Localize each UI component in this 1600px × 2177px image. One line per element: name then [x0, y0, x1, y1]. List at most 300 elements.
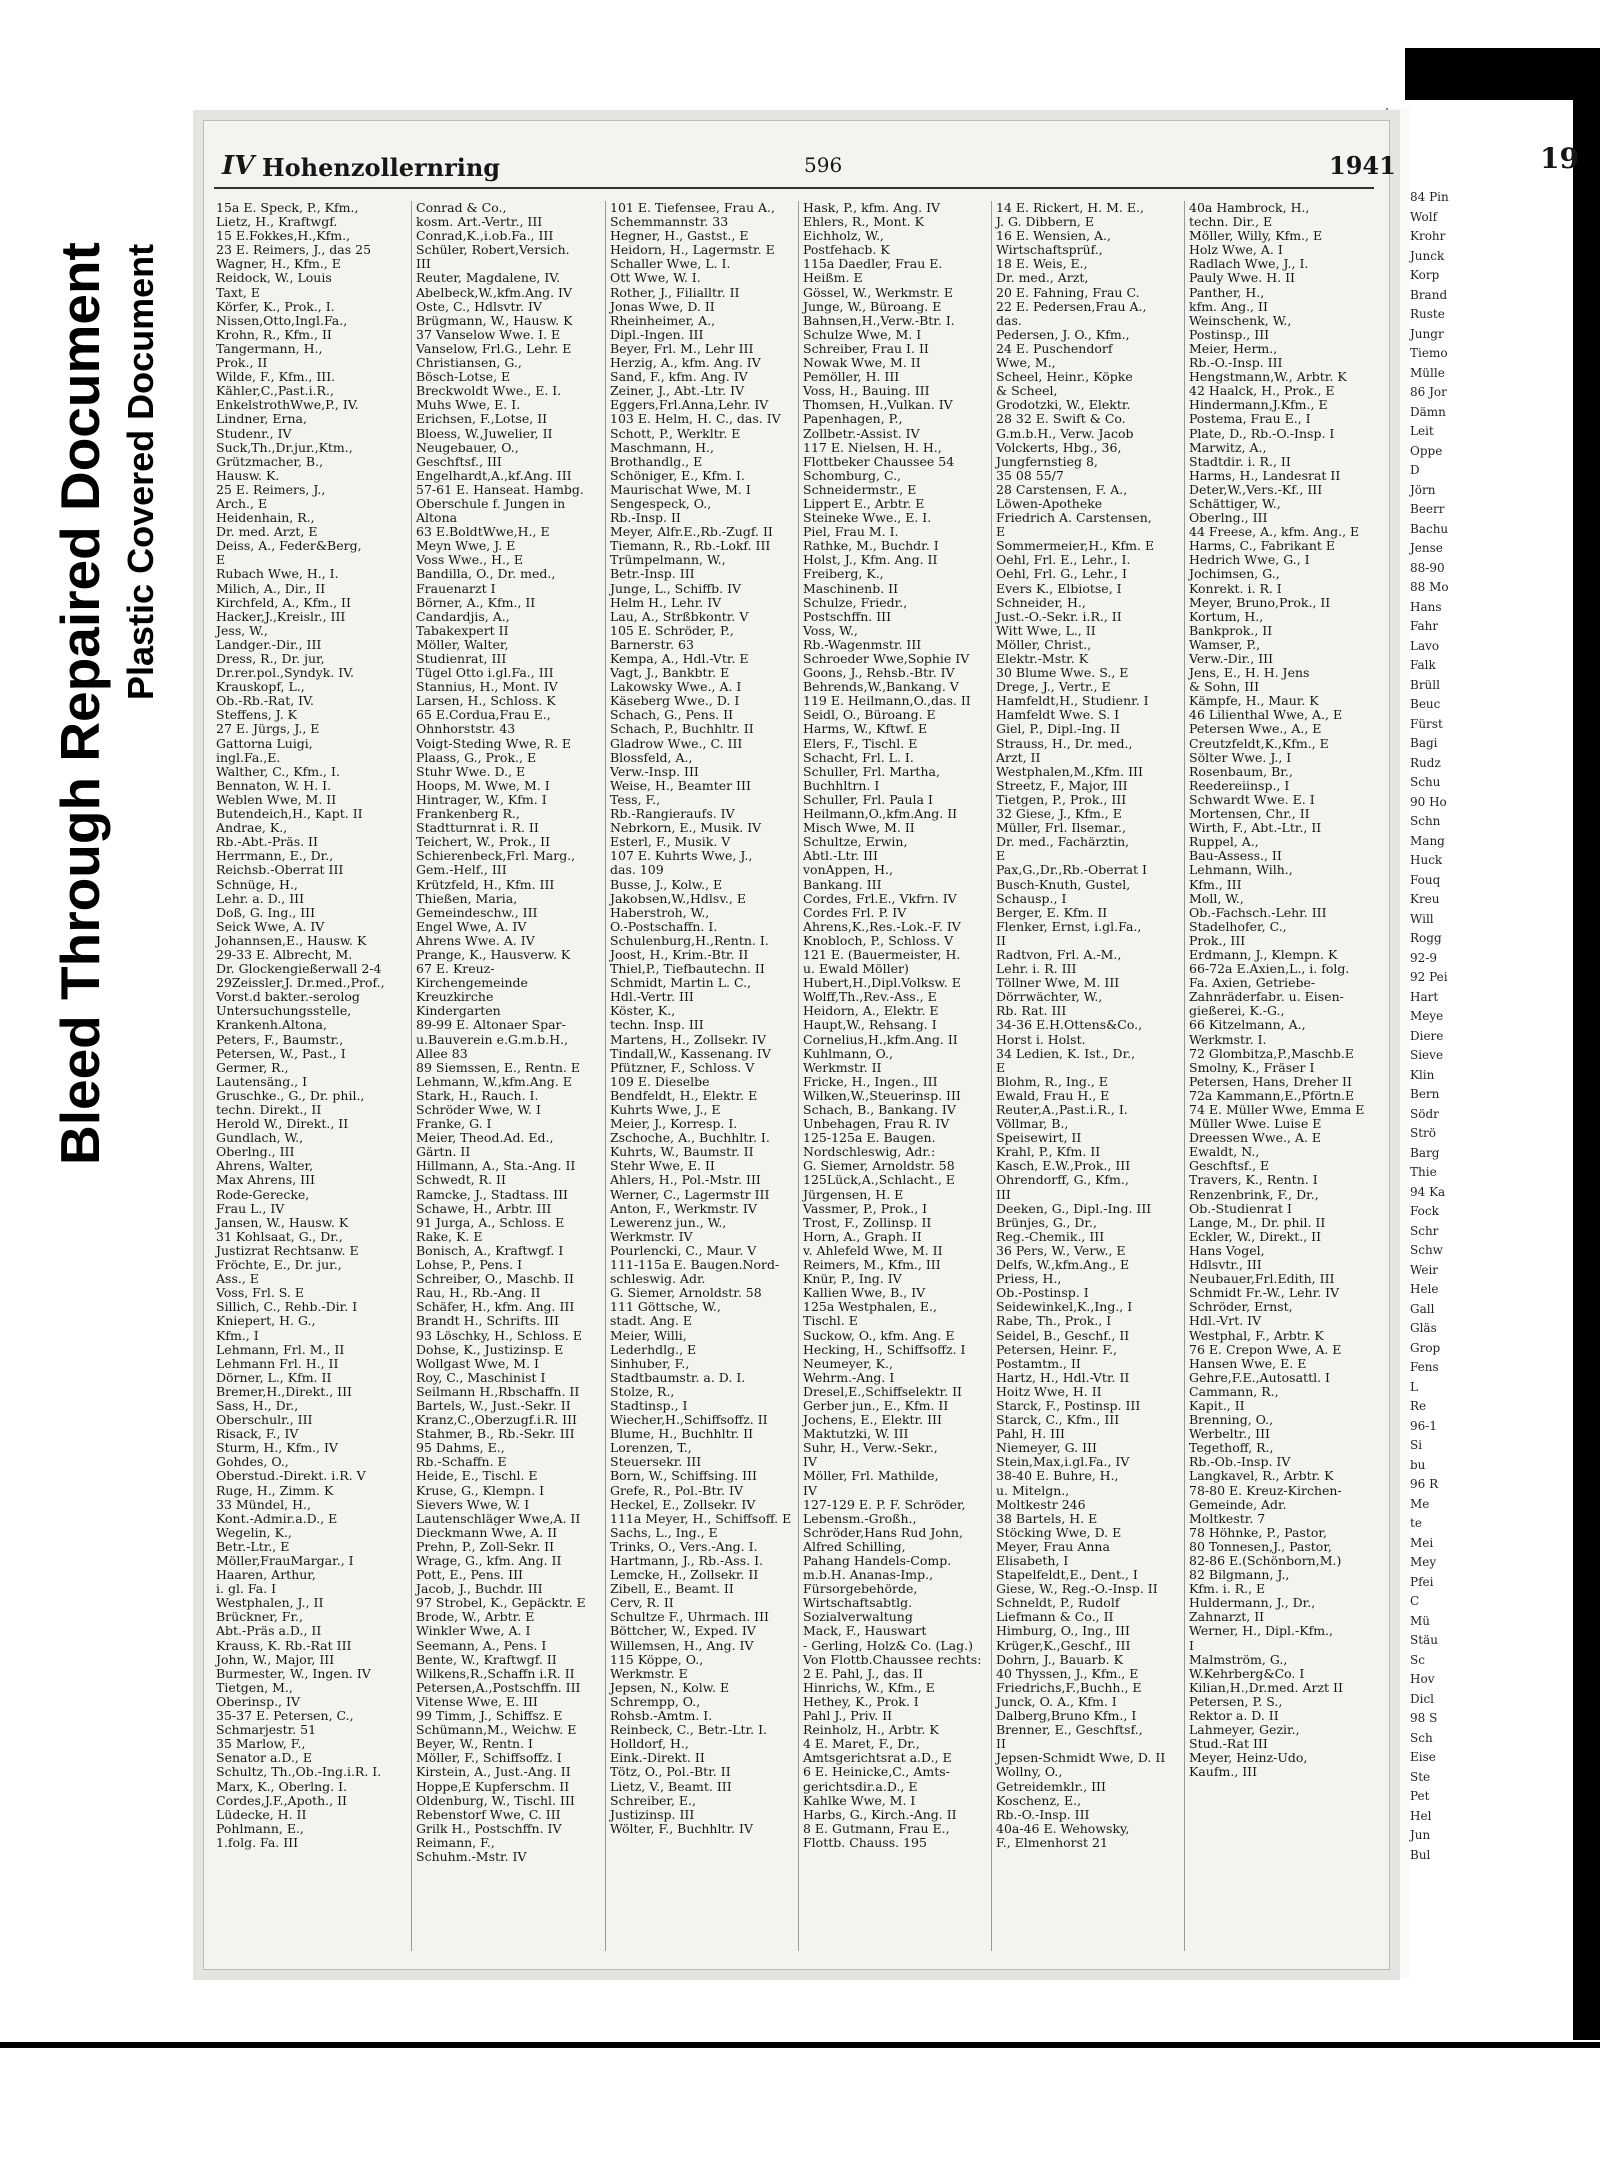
- directory-entry: Bendfeldt, H., Elektr. E: [610, 1087, 758, 1103]
- adjacent-page-line: 90 Ho: [1410, 794, 1447, 809]
- directory-entry: Sievers Wwe, W. I: [416, 1496, 530, 1512]
- adjacent-page-line: Re: [1410, 1399, 1427, 1413]
- directory-entry: Dipl.-Ingen. III: [610, 326, 704, 342]
- directory-entry: Jungfernstieg 8,: [996, 453, 1098, 469]
- directory-entry: Pauly Wwe. H. II: [1189, 270, 1295, 286]
- directory-entry: Jürgensen, H. E: [803, 1186, 904, 1202]
- directory-entry: Abtl.-Ltr. III: [803, 848, 878, 864]
- directory-entry: 35 08 55/7: [996, 467, 1064, 483]
- directory-entry: Justizinsp. III: [610, 1806, 695, 1822]
- directory-entry: Hubert,H.,Dipl.Volksw. E: [803, 975, 961, 991]
- directory-entry: Lange, M., Dr. phil. II: [1189, 1214, 1326, 1230]
- directory-entry: 117 E. Nielsen, H. H.,: [803, 439, 942, 455]
- directory-entry: Buchhltrn. I: [803, 777, 880, 793]
- directory-entry: Pohlmann, E.,: [216, 1820, 304, 1836]
- directory-entry: Peters, F., Baumstr.,: [216, 1031, 344, 1047]
- directory-entry: 119 E. Heilmann,O.,das. II: [803, 693, 971, 709]
- directory-entry: 38 Bartels, H. E: [996, 1510, 1098, 1526]
- directory-entry: Huldermann, J., Dr.,: [1189, 1595, 1316, 1611]
- directory-entry: Lau, A., Strßbkontr. V: [610, 608, 749, 624]
- directory-entry: Stark, H., Rauch. I.: [416, 1087, 539, 1103]
- adjacent-page-line: Lavo: [1410, 638, 1440, 653]
- directory-entry: Hecking, H., Schiffsoffz. I: [803, 1341, 966, 1357]
- directory-entry: Busch-Knuth, Gustel,: [996, 876, 1131, 892]
- directory-entry: Müller Wwe. Luise E: [1189, 1116, 1322, 1132]
- directory-entry: Ass., E: [216, 1271, 259, 1287]
- directory-entry: 44 Freese, A., kfm. Ang., E: [1189, 524, 1360, 540]
- directory-entry: Stahmer, B., Rb.-Sekr. III: [416, 1426, 575, 1442]
- directory-entry: Meyer, Frau Anna: [996, 1538, 1110, 1554]
- directory-entry: Kallien Wwe, B., IV: [803, 1285, 926, 1301]
- directory-entry: Muhs Wwe, E. I.: [416, 397, 521, 413]
- directory-entry: techn. Dir., E: [1189, 214, 1273, 230]
- directory-entry: Dalberg,Bruno Kfm., I: [996, 1708, 1137, 1724]
- directory-entry: 63 E.BoldtWwe,H., E: [416, 524, 550, 540]
- directory-entry: Geschftsf., III: [416, 453, 502, 469]
- adjacent-page-line: Leit: [1410, 424, 1434, 438]
- adjacent-page-line: Meye: [1410, 1009, 1444, 1023]
- directory-entry: Möller, Walter,: [416, 636, 509, 652]
- adjacent-page-line: Will: [1410, 911, 1434, 926]
- directory-entry: Weise, H., Beamter III: [610, 777, 751, 793]
- directory-entry: Dreessen Wwe., A. E: [1189, 1130, 1322, 1146]
- directory-entry: 74 E. Müller Wwe, Emma E: [1189, 1102, 1365, 1117]
- adjacent-page-line: Rogg: [1410, 931, 1442, 945]
- directory-entry: Giese, W., Reg.-O.-Insp. II: [996, 1581, 1158, 1597]
- directory-entry: Tietgen, P., Prok., III: [996, 791, 1127, 807]
- directory-entry: 78 Höhnke, P., Pastor,: [1189, 1524, 1327, 1540]
- directory-entry: Scheel, Heinr., Köpke: [996, 369, 1133, 385]
- directory-entry: Pedersen, J. O., Kfm.,: [996, 326, 1130, 342]
- directory-entry: Rb.-Schaffn. E: [416, 1454, 507, 1470]
- directory-entry: 72 Glombitza,P.,Maschb.E: [1189, 1045, 1354, 1061]
- directory-entry: Harms, C., Fabrikant E: [1189, 538, 1336, 554]
- directory-entry: Werkmstr. I.: [1189, 1031, 1267, 1047]
- directory-entry: Holldorf, H.,: [610, 1736, 689, 1752]
- directory-entry: II: [996, 1736, 1006, 1752]
- directory-entry: Giel, P., Dipl.-Ing. II: [996, 721, 1121, 737]
- directory-entry: Evers K., Elbiotse, I: [996, 580, 1122, 596]
- directory-entry: Ramcke, J., Stadtass. III: [416, 1186, 568, 1202]
- directory-entry: 1.folg. Fa. III: [216, 1834, 299, 1850]
- directory-entry: Wölter, F., Buchhltr. IV: [610, 1820, 754, 1836]
- adjacent-page-line: Klin: [1410, 1067, 1435, 1082]
- directory-entry: Johannsen,E., Hausw. K: [216, 932, 367, 948]
- directory-entry: Breckwoldt Wwe., E. I.: [416, 383, 562, 399]
- directory-entry: Herzig, A., kfm. Ang. IV: [610, 355, 761, 371]
- directory-entry: 121 E. (Bauermeister, H.: [803, 946, 961, 962]
- directory-entry: 14 E. Rickert, H. M. E.,: [996, 200, 1144, 215]
- directory-entry: 35 Marlow, F.,: [216, 1736, 306, 1752]
- directory-entry: Bösch-Lotse, E: [416, 369, 511, 385]
- directory-entry: Ob.-Fachsch.-Lehr. III: [1189, 904, 1327, 920]
- directory-entry: Heckel, E., Zollsekr. IV: [610, 1496, 756, 1512]
- directory-entry: Wrage, G., kfm. Ang. II: [416, 1553, 562, 1568]
- directory-entry: Deter,W.,Vers.-Kf., III: [1189, 481, 1323, 497]
- directory-entry: Oberlng., III: [1189, 510, 1268, 526]
- adjacent-page-line: Sch: [1410, 1730, 1433, 1745]
- directory-entry: Voss, W.,: [803, 622, 858, 638]
- directory-entry: Starck, F., Postinsp. III: [996, 1397, 1141, 1413]
- directory-entry: Petersen,A.,Postschffn. III: [416, 1679, 581, 1695]
- directory-entry: 66-72a E.Axien,L., i. folg.: [1189, 961, 1350, 977]
- directory-entry: Schuller, Frl. Martha,: [803, 763, 940, 779]
- directory-entry: 25 E. Reimers, J.,: [216, 481, 326, 497]
- directory-entry: Pahang Handels-Comp.: [803, 1553, 952, 1568]
- directory-entry: 15a E. Speck, P., Kfm.,: [216, 200, 359, 215]
- directory-entry: E: [996, 524, 1006, 540]
- adjacent-page-line: 98 S: [1410, 1711, 1438, 1725]
- directory-entry: Kortum, H.,: [1189, 608, 1264, 624]
- directory-entry: Müller, Frl. Ilsemar.,: [996, 820, 1126, 836]
- directory-entry: Haberstroh, W.,: [610, 904, 710, 920]
- directory-entry: Lohse, P., Pens. I: [416, 1257, 523, 1273]
- directory-entry: Nordschleswig, Adr.:: [803, 1144, 936, 1160]
- directory-entry: Betr.-Insp. III: [610, 566, 695, 582]
- directory-entry: Larsen, H., Schloss. K: [416, 693, 556, 709]
- directory-entry: Seick Wwe, A. IV: [216, 918, 325, 934]
- directory-entry: Moltkestr 246: [996, 1496, 1086, 1512]
- directory-entry: 82-86 E.(Schönborn,M.): [1189, 1553, 1342, 1568]
- directory-entry: Stolze, R.,: [610, 1383, 675, 1399]
- adjacent-page-line: Weir: [1410, 1262, 1439, 1277]
- directory-entry: Rosenbaum, Br.,: [1189, 763, 1293, 779]
- directory-entry: 23 E. Reimers, J., das 25: [216, 242, 372, 258]
- directory-entry: Amtsgerichtsrat a.D., E: [803, 1750, 952, 1766]
- directory-entry: Vassmer, P., Prok., I: [803, 1200, 928, 1216]
- directory-entry: Untersuchungsstelle,: [216, 1003, 352, 1019]
- directory-entry: 115 Köppe, O.,: [610, 1651, 704, 1667]
- directory-entry: Kahlke Wwe, M. I: [803, 1792, 916, 1808]
- directory-entry: Schmarjestr. 51: [216, 1722, 317, 1738]
- directory-entry: Stadtturnrat i. R. II: [416, 820, 539, 836]
- directory-entry: Börner, A., Kfm., II: [416, 594, 536, 610]
- directory-entry: Lehr. i. R. III: [996, 961, 1077, 977]
- directory-entry: Maschmann, H.,: [610, 439, 714, 455]
- directory-entry: Schierenbeck,Frl. Marg.,: [416, 848, 576, 864]
- directory-entry: Hacker,J.,Kreislr., III: [216, 608, 346, 624]
- adjacent-page-line: Ste: [1410, 1769, 1431, 1784]
- directory-entry: 34 Ledien, K. Ist., Dr.,: [996, 1045, 1136, 1061]
- adjacent-page-line: Krohr: [1410, 229, 1446, 243]
- directory-entry: Mortensen, Chr., II: [1189, 806, 1310, 822]
- directory-entry: Liefmann & Co., II: [996, 1609, 1114, 1625]
- directory-entry: Mack, F., Hauswart: [803, 1623, 927, 1639]
- directory-entry: Getreidemklr., III: [996, 1778, 1106, 1794]
- directory-entry: Langkavel, R., Arbtr. K: [1189, 1468, 1334, 1484]
- adjacent-page-line: Korp: [1410, 268, 1440, 282]
- directory-entry: Sengespeck, O.,: [610, 495, 712, 511]
- directory-entry: Holz Wwe, A. I: [1189, 242, 1283, 258]
- directory-entry: Geschftsf., E: [1189, 1158, 1270, 1174]
- directory-entry: E: [216, 552, 226, 568]
- adjacent-page-line: Rudz: [1410, 755, 1441, 770]
- directory-entry: Bandilla, O., Dr. med.,: [416, 566, 556, 582]
- directory-entry: 78-80 E. Kreuz-Kirchen-: [1189, 1482, 1342, 1498]
- directory-entry: Löwen-Apotheke: [996, 495, 1103, 511]
- directory-entry: Brenner, E., Geschftsf.,: [996, 1722, 1143, 1738]
- directory-entry: Tabakexpert II: [416, 622, 509, 638]
- directory-entry: Krauss, K. Rb.-Rat III: [216, 1637, 352, 1653]
- directory-entry: Fröchte, E., Dr. jur.,: [216, 1257, 342, 1273]
- directory-entry: Dörrwächter, W.,: [996, 989, 1103, 1005]
- directory-entry: Walther, C., Kfm., I.: [216, 763, 340, 779]
- directory-entry: Verw.-Dir., III: [1189, 651, 1274, 666]
- directory-entry: 16 E. Wensien, A.,: [996, 228, 1112, 244]
- directory-entry: Rubach Wwe, H., I.: [216, 566, 339, 582]
- directory-entry: Seilmann H.,Rbschaffn. II: [416, 1383, 580, 1399]
- directory-entry: Hoppe,E Kupferschm. II: [416, 1778, 570, 1794]
- directory-entry: Petersen Wwe., A., E: [1189, 721, 1322, 737]
- directory-entry: Smolny, K., Fräser I: [1189, 1059, 1315, 1075]
- directory-entry: & Sohn, III: [1189, 679, 1260, 695]
- directory-entry: Haaren, Arthur,: [216, 1567, 316, 1583]
- directory-entry: Schultze, Erwin,: [803, 834, 908, 850]
- directory-entry: Werkmstr. IV: [610, 1228, 693, 1244]
- directory-entry: Niemeyer, G. III: [996, 1440, 1097, 1456]
- directory-entry: Studenr., IV: [216, 425, 292, 441]
- directory-entry: Dr. Glockengießerwall 2-4: [216, 961, 382, 977]
- directory-entry: 82 Bilgmann, J.,: [1189, 1567, 1290, 1583]
- directory-entry: 66 Kitzelmann, A.,: [1189, 1017, 1306, 1033]
- directory-entry: Kfm., I: [216, 1327, 259, 1343]
- directory-entry: Prok., II: [216, 355, 268, 371]
- directory-entry: Vanselow, Frl.G., Lehr. E: [416, 340, 572, 356]
- directory-entry: Schach, G., Pens. II: [610, 707, 734, 723]
- directory-entry: Beyer, Frl. M., Lehr III: [610, 340, 754, 356]
- directory-entry: Sillich, C., Rehb.-Dir. I: [216, 1299, 358, 1315]
- directory-entry: Eckler, W., Direkt., II: [1189, 1228, 1322, 1244]
- directory-entry: IV: [803, 1454, 817, 1470]
- adjacent-page-line: 88 Mo: [1410, 580, 1449, 594]
- directory-entry: vonAppen, H.,: [803, 862, 893, 878]
- directory-entry: Hegner, H., Gastst., E: [610, 228, 749, 244]
- directory-entry: Hask, P., kfm. Ang. IV: [803, 200, 941, 215]
- directory-entry: Pott, E., Pens. III: [416, 1567, 523, 1583]
- adjacent-page-line: Me: [1410, 1496, 1430, 1511]
- directory-entry: Kranz,C.,Oberzugf.i.R. III: [416, 1412, 577, 1428]
- directory-entry: Koschenz, E.,: [996, 1792, 1082, 1808]
- directory-entry: Jansen, W., Hausw. K: [216, 1214, 349, 1230]
- directory-entry: Brode, W., Arbtr. E: [416, 1609, 535, 1625]
- directory-entry: Reimann, F.,: [416, 1834, 495, 1850]
- adjacent-page-line: Hart: [1410, 989, 1439, 1004]
- directory-entry: Oehl, Frl. G., Lehr., I: [996, 566, 1127, 582]
- directory-entry: Unbehagen, Frau R. IV: [803, 1116, 950, 1132]
- directory-entry: kfm. Ang., II: [1189, 298, 1268, 314]
- directory-entry: Werkmstr. II: [803, 1059, 882, 1075]
- directory-entry: Jens, E., H. H. Jens: [1189, 665, 1310, 681]
- directory-entry: Bahnsen,H.,Verw.-Btr. I.: [803, 312, 955, 328]
- adjacent-page-line: Bachu: [1410, 521, 1449, 536]
- directory-entry: Rb.-O.-Insp. III: [1189, 355, 1283, 371]
- directory-entry: O.-Postschaffn. I.: [610, 918, 718, 934]
- directory-entry: Rb.-Wagenmstr. III: [803, 636, 922, 652]
- directory-entry: Lautenschläger Wwe,A. II: [416, 1510, 581, 1526]
- directory-entry: Trost, F., Zollinsp. II: [803, 1214, 932, 1230]
- directory-entry: 109 E. Dieselbe: [610, 1073, 710, 1089]
- directory-entry: Gohdes, O.,: [216, 1454, 289, 1470]
- adjacent-page-line: Gall: [1410, 1301, 1435, 1316]
- directory-entry: Goons, J., Rehsb.-Btr. IV: [803, 665, 955, 681]
- directory-entry: Vitense Wwe, E. III: [416, 1693, 538, 1709]
- directory-entry: Voss Wwe., H., E: [416, 552, 524, 568]
- directory-entry: Ahrens Wwe. A. IV: [416, 932, 535, 948]
- directory-entry: Westphalen,M.,Kfm. III: [996, 763, 1143, 779]
- directory-entry: 29Zeissler,J. Dr.med.,Prof.,: [216, 975, 385, 991]
- adjacent-page-line: Eise: [1410, 1750, 1436, 1764]
- directory-entry: Brückner, Fr.,: [216, 1609, 304, 1625]
- directory-entry: Blume, H., Buchhltr. II: [610, 1426, 754, 1442]
- directory-entry: Stöcking Wwe, D. E: [996, 1524, 1122, 1540]
- directory-entry: Schuhm.-Mstr. IV: [416, 1848, 527, 1864]
- directory-entry: Schröder Wwe, W. I: [416, 1102, 541, 1117]
- directory-entry: Tess, F.,: [610, 791, 661, 807]
- directory-entry: 67 E. Kreuz-: [416, 961, 495, 977]
- page-number: 596: [804, 153, 843, 177]
- directory-entry: Speisewirt, II: [996, 1130, 1082, 1146]
- directory-entry: Hoitz Wwe, H. II: [996, 1383, 1102, 1399]
- directory-entry: Arch., E: [216, 495, 268, 511]
- directory-entry: Grodotzki, W., Elektr.: [996, 397, 1131, 413]
- directory-entry: Starck, C., Kfm., III: [996, 1412, 1120, 1428]
- directory-entry: Lehr. a. D., III: [216, 890, 305, 906]
- overlay-title-prefix: Bleed Through: [49, 776, 111, 1165]
- directory-entry: Fürsorgebehörde,: [803, 1581, 918, 1597]
- adjacent-page-line: Huck: [1410, 853, 1443, 867]
- directory-entry: Tiemann, R., Rb.-Lokf. III: [610, 538, 771, 554]
- directory-entry: Malmström, G.,: [1189, 1651, 1288, 1667]
- directory-entry: Postfehacb. K: [803, 242, 890, 258]
- directory-entry: Lehmann, W.,kfm.Ang. E: [416, 1073, 572, 1089]
- directory-entry: Gattorna Luigi,: [216, 735, 313, 751]
- directory-entry: Stehr Wwe, E. II: [610, 1158, 715, 1174]
- directory-entry: Esterl, F., Musik. V: [610, 834, 731, 850]
- adjacent-page-line: Schn: [1410, 814, 1441, 828]
- directory-entry: Elisabeth, I: [996, 1553, 1069, 1568]
- adjacent-page-line: Mang: [1410, 833, 1445, 848]
- directory-entry: Schach, B., Bankang. IV: [803, 1102, 956, 1117]
- adjacent-page-line: Falk: [1410, 658, 1436, 672]
- directory-entry: Tegethoff, R.,: [1189, 1440, 1274, 1456]
- scan-border-top: [1405, 48, 1600, 100]
- directory-entry: 89-99 E. Altonaer Spar-: [416, 1017, 566, 1033]
- directory-entry: Sommermeier,H., Kfm. E: [996, 538, 1155, 554]
- directory-entry: Witt Wwe, L., II: [996, 622, 1096, 638]
- street-title: Hohenzollernring: [262, 153, 501, 182]
- directory-entry: Allee 83: [416, 1045, 468, 1061]
- directory-entry: Heide, E., Tischl. E: [416, 1468, 538, 1484]
- directory-entry: Wirtschaftsabtlg.: [803, 1595, 913, 1611]
- directory-entry: Jess, W.,: [216, 622, 268, 638]
- directory-entry: Wollny, O.,: [996, 1764, 1063, 1780]
- directory-entry: Käseberg Wwe., D. I: [610, 693, 740, 709]
- adjacent-page-line: 94 Ka: [1410, 1184, 1446, 1199]
- directory-entry: Lemcke, H., Zollsekr. II: [610, 1567, 759, 1583]
- adjacent-page-line: Södr: [1410, 1106, 1439, 1121]
- directory-entry: 29-33 E. Albrecht, M.: [216, 946, 353, 962]
- directory-entry: Piel, Frau M. I.: [803, 524, 899, 540]
- directory-entry: Dohse, K., Justizinsp. E: [416, 1341, 564, 1357]
- directory-entry: Radlach Wwe, J., I.: [1189, 256, 1309, 272]
- directory-entry: II: [996, 932, 1006, 948]
- directory-entry: Conrad,K.,i.ob.Fa., III: [416, 228, 554, 244]
- directory-entry: Cammann, R.,: [1189, 1383, 1279, 1399]
- adjacent-page-line: Beuc: [1410, 697, 1441, 711]
- directory-entry: G. Siemer, Arnoldstr. 58: [803, 1158, 955, 1174]
- directory-entry: 125a Westphalen, E.,: [803, 1299, 937, 1315]
- directory-entry: & Scheel,: [996, 383, 1058, 399]
- directory-entry: Möller, F., Schiffsoffz. I: [416, 1750, 562, 1766]
- directory-entry: 65 E.Cordua,Frau E.,: [416, 707, 551, 723]
- directory-entry: Prange, K., Hausverw. K: [416, 946, 571, 962]
- directory-entry: Von Flottb.Chaussee rechts:: [803, 1651, 982, 1667]
- directory-entry: Heidenhain, R.,: [216, 510, 315, 526]
- directory-entry: 89 Siemssen, E., Rentn. E: [416, 1059, 580, 1075]
- directory-entry: Reinholz, H., Arbtr. K: [803, 1722, 939, 1738]
- directory-entry: Frau L., IV: [216, 1200, 285, 1216]
- directory-entry: Maurischat Wwe, M. I: [610, 481, 751, 497]
- directory-entry: Bartels, W., Just.-Sekr. II: [416, 1397, 571, 1413]
- directory-entry: Voss, H., Bauing. III: [803, 383, 930, 399]
- directory-entry: Kempa, A., Hdl.-Vtr. E: [610, 651, 749, 666]
- directory-entry: Ewald, Frau H., E: [996, 1087, 1110, 1103]
- directory-entry: Grilk H., Postschffn. IV: [416, 1820, 562, 1836]
- directory-entry: techn. Insp. III: [610, 1017, 704, 1033]
- directory-entry: Knür, P., Ing. IV: [803, 1271, 902, 1287]
- directory-entry: Konrekt. i. R. I: [1189, 580, 1282, 596]
- directory-entry: Stadtdir. i. R., II: [1189, 453, 1291, 469]
- volume-label: IV: [222, 151, 255, 181]
- directory-entry: - Gerling, Holz& Co. (Lag.): [803, 1637, 973, 1653]
- directory-entry: Landger.-Dir., III: [216, 636, 322, 652]
- directory-entry: Engel Wwe, A. IV: [416, 918, 527, 934]
- adjacent-page-line: Fens: [1410, 1360, 1439, 1374]
- directory-entry: Westphalen, J., II: [216, 1595, 324, 1611]
- adjacent-page-line: Si: [1410, 1438, 1423, 1452]
- directory-entry: Doß, G. Ing., III: [216, 904, 316, 920]
- directory-entry: 111 Göttsche, W.,: [610, 1299, 721, 1315]
- directory-entry: Ahrens,K.,Res.-Lok.-F. IV: [803, 918, 961, 934]
- adjacent-page-line: Jun: [1410, 1828, 1431, 1842]
- directory-entry: Nissen,Otto,Ingl.Fa.,: [216, 312, 348, 328]
- directory-entry: Gemeindeschw., III: [416, 904, 538, 920]
- directory-entry: Horst i. Holst.: [996, 1031, 1086, 1047]
- directory-entry: Busse, J., Kolw., E: [610, 876, 723, 892]
- directory-entry: Reuter, Magdalene, IV.: [416, 270, 561, 286]
- directory-entry: Senator a.D., E: [216, 1750, 313, 1766]
- directory-entry: Seidel, B., Geschf., II: [996, 1327, 1130, 1343]
- directory-entry: Herrmann, E., Dr.,: [216, 848, 334, 864]
- directory-entry: Dr.rer.pol.,Syndyk. IV.: [216, 665, 355, 681]
- directory-entry: Zahnräderfabr. u. Eisen-: [1189, 989, 1344, 1005]
- directory-entry: Lippert E., Arbtr. E: [803, 495, 925, 511]
- directory-entry: techn. Direkt., II: [216, 1102, 322, 1117]
- directory-entry: 103 E. Helm, H. C., das. IV: [610, 411, 781, 427]
- directory-entry: Schneldt, P., Rudolf: [996, 1595, 1120, 1611]
- directory-entry: Tindall,W., Kassenang. IV: [610, 1045, 771, 1061]
- directory-entry: Hans Vogel,: [1189, 1242, 1265, 1258]
- directory-entry: 42 Haalck, H., Prok., E: [1189, 383, 1335, 399]
- adjacent-page-line: Mey: [1410, 1555, 1437, 1569]
- directory-entry: Reedereiinsp., I: [1189, 777, 1290, 793]
- directory-entry: Kähler,C.,Past.i.R.,: [216, 383, 334, 399]
- adjacent-page-line: Ruste: [1410, 307, 1445, 321]
- directory-entry: Blohm, R., Ing., E: [996, 1073, 1108, 1089]
- directory-entry: Seidewinkel,K.,Ing., I: [996, 1299, 1133, 1315]
- directory-entry: Hethey, K., Prok. I: [803, 1693, 919, 1709]
- directory-entry: Junck, O. A., Kfm. I: [996, 1693, 1117, 1709]
